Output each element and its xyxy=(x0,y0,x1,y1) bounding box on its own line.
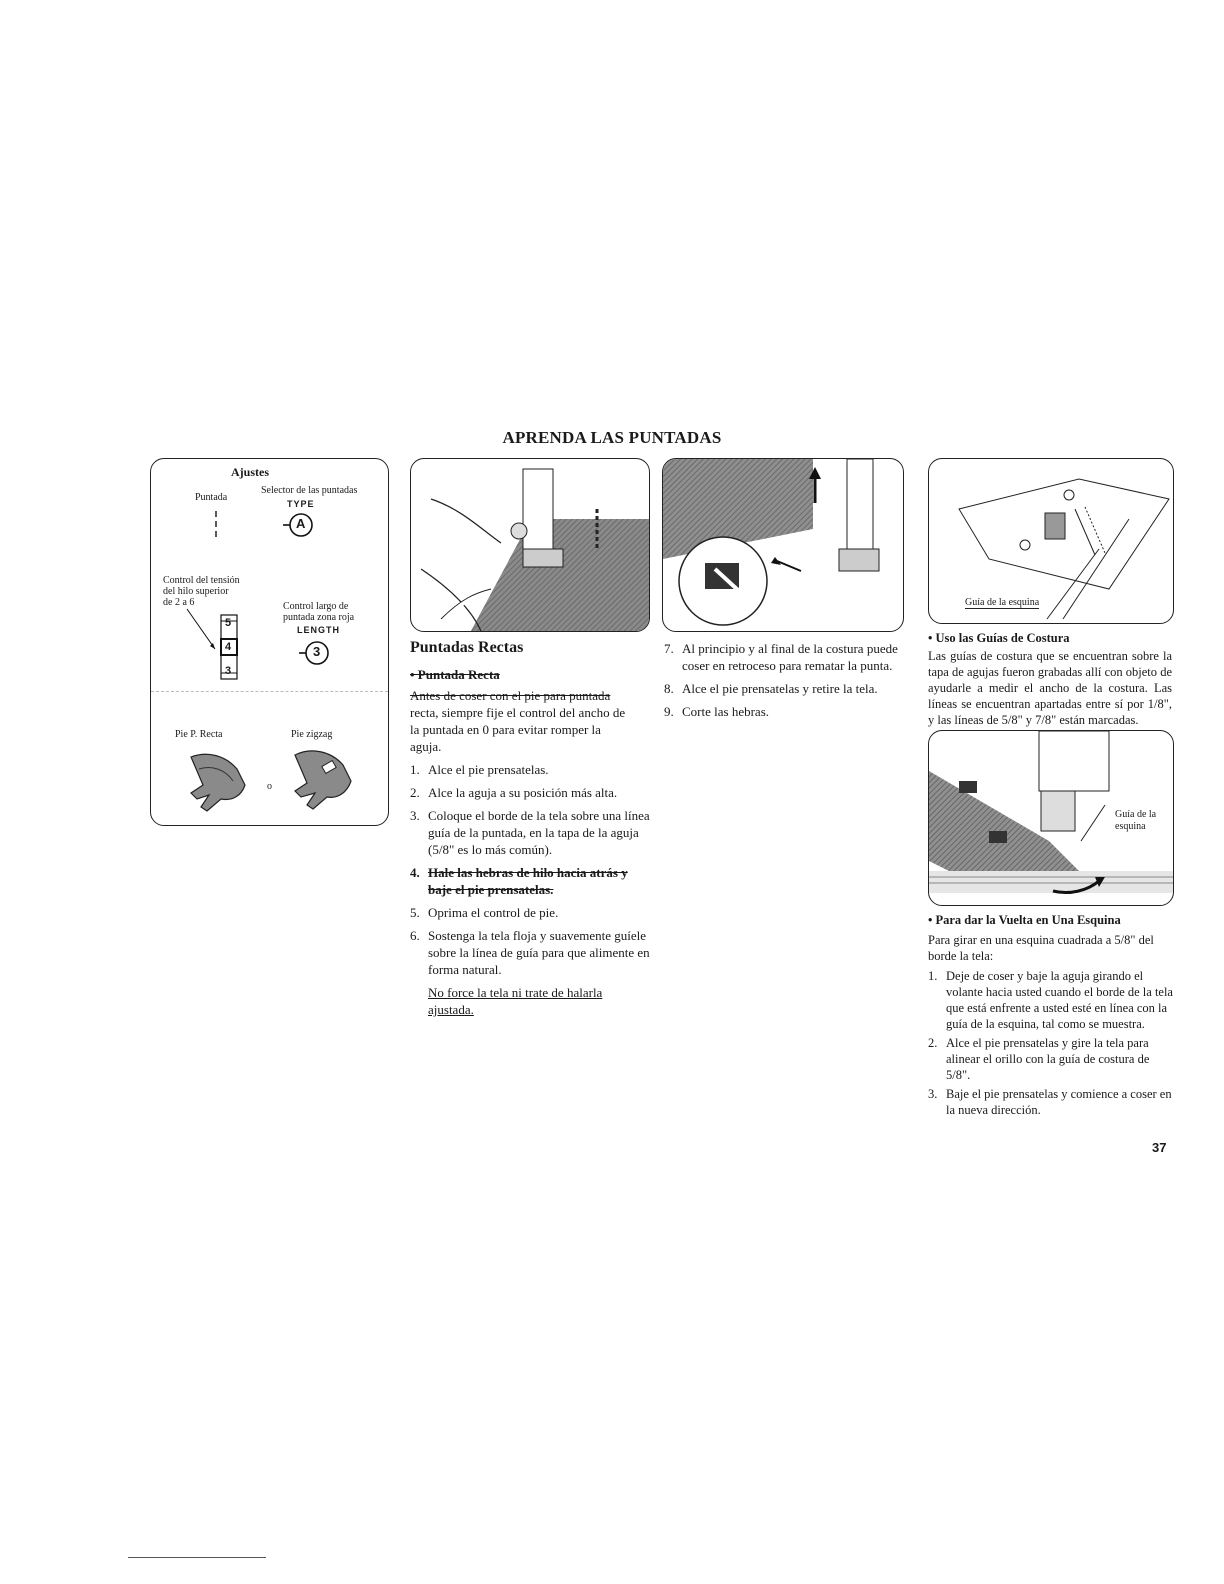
list-item: 6. Sostenga la tela floja y suavemente guíele sobre la línea de guía para que alimente en forma natural. xyxy=(410,928,650,977)
guides-body: Las guías de costura que se encuentran sobre la tapa de agujas fueron grabadas allí con objeto de ayudarle a medir el ancho de la costura. Las líneas se encuentran apartadas entre sí por 1/8", y las líneas de 5/8" y 7/8" están marcadas. xyxy=(928,649,1172,727)
guides-column xyxy=(928,630,1172,728)
tension-label-3: de 2 a 6 xyxy=(163,597,195,608)
length-label-2: puntada zona roja xyxy=(283,612,355,623)
stitch-selector-label: Selector de las puntadas xyxy=(261,485,358,496)
straight-stitch-column xyxy=(410,638,650,1018)
footer-rule xyxy=(128,1557,266,1558)
figure-corner-turn xyxy=(928,730,1174,906)
warning-text: No force la tela ni trate de halarla ajustada. xyxy=(428,985,603,1017)
list-item: 5. Oprima el control de pie. xyxy=(410,905,559,920)
stitch-label: Puntada xyxy=(195,492,228,503)
tension-label-1: Control del tensión xyxy=(163,575,240,586)
list-item: 2. Alce la aguja a su posición más alta. xyxy=(410,785,618,800)
settings-divider xyxy=(151,691,388,692)
page-number: 37 xyxy=(1152,1140,1167,1155)
foot-zigzag-label: Pie zigzag xyxy=(291,729,333,740)
list-item: 1. Deje de coser y baje la aguja girando el volante hacia usted cuando el borde de la tela que está enfrente a usted esté en línea con la guía de la esquina, tal como se muestra. xyxy=(928,969,1173,1031)
straight-foot-icon xyxy=(181,749,251,813)
list-item: 3. Coloque el borde de la tela sobre una línea guía de la puntada, en la tapa de la aguja (5/8" es lo más común). xyxy=(410,808,650,857)
list-item: 9. Corte las hebras. xyxy=(664,704,770,719)
length-label-1: Control largo de xyxy=(283,601,349,612)
corner-column xyxy=(928,912,1174,1121)
intro-line-2: recta, siempre fije el control del ancho de xyxy=(410,705,626,720)
intro-line-4: aguja. xyxy=(410,739,442,754)
length-title: LENGTH xyxy=(297,625,340,635)
figure-reverse-stitch xyxy=(662,458,904,632)
settings-panel xyxy=(150,458,389,826)
section-heading: Puntadas Rectas xyxy=(410,639,524,656)
corner-steps xyxy=(928,968,1174,1118)
straight-stitch-icon xyxy=(211,511,221,541)
tension-value-5: 5 xyxy=(225,617,232,629)
type-label: TYPE xyxy=(287,499,315,509)
guides-heading: • Uso las Guías de Costura xyxy=(928,631,1070,645)
corner-intro: Para girar en una esquina cuadrada a 5/8" del borde la tela: xyxy=(928,933,1154,963)
tension-dial-icon xyxy=(185,607,245,683)
reverse-stitch-illustration xyxy=(663,459,903,631)
list-item: 7. Al principio y al final de la costura puede coser en retroceso para rematar la punta. xyxy=(664,641,898,673)
or-label: o xyxy=(267,781,272,792)
intro-line-1: Antes de coser con el pie para puntada xyxy=(410,688,611,703)
figure-seam-guides xyxy=(928,458,1174,624)
middle-column xyxy=(664,640,904,726)
list-item: 8. Alce el pie prensatelas y retire la tela. xyxy=(664,681,878,696)
tension-label-2: del hilo superior xyxy=(163,586,229,597)
foot-straight-label: Pie P. Recta xyxy=(175,729,223,740)
subheading: • Puntada Recta xyxy=(410,667,500,682)
corner-guide-label: Guía de la esquina xyxy=(965,597,1040,608)
list-item: 3. Baje el pie prensatelas y comience a coser en la nueva dirección. xyxy=(928,1087,1172,1117)
sewing-machine-illustration xyxy=(411,459,649,631)
intro-line-3: la puntada en 0 para evitar romper la xyxy=(410,722,601,737)
length-value: 3 xyxy=(313,644,321,659)
list-item: 2. Alce el pie prensatelas y gire la tela para alinear el orillo con la guía de costura de 5/8". xyxy=(928,1036,1150,1082)
figure-straight-stitch xyxy=(410,458,650,632)
middle-steps xyxy=(664,640,904,720)
corner-guide-label-2: esquina xyxy=(1115,821,1146,832)
tension-value-3: 3 xyxy=(225,665,232,677)
straight-steps xyxy=(410,761,650,978)
type-value: A xyxy=(296,516,306,531)
corner-heading: • Para dar la Vuelta en Una Esquina xyxy=(928,913,1121,927)
tension-value-4: 4 xyxy=(225,641,232,653)
zigzag-foot-icon xyxy=(283,745,359,811)
corner-guide-label-1: Guía de la xyxy=(1115,809,1157,820)
list-item: 1. Alce el pie prensatelas. xyxy=(410,762,549,777)
page-title: APRENDA LAS PUNTADAS xyxy=(502,428,722,447)
list-item: 4. Hale las hebras de hilo hacia atrás y baje el pie prensatelas. xyxy=(410,865,628,897)
settings-heading: Ajustes xyxy=(231,465,269,479)
